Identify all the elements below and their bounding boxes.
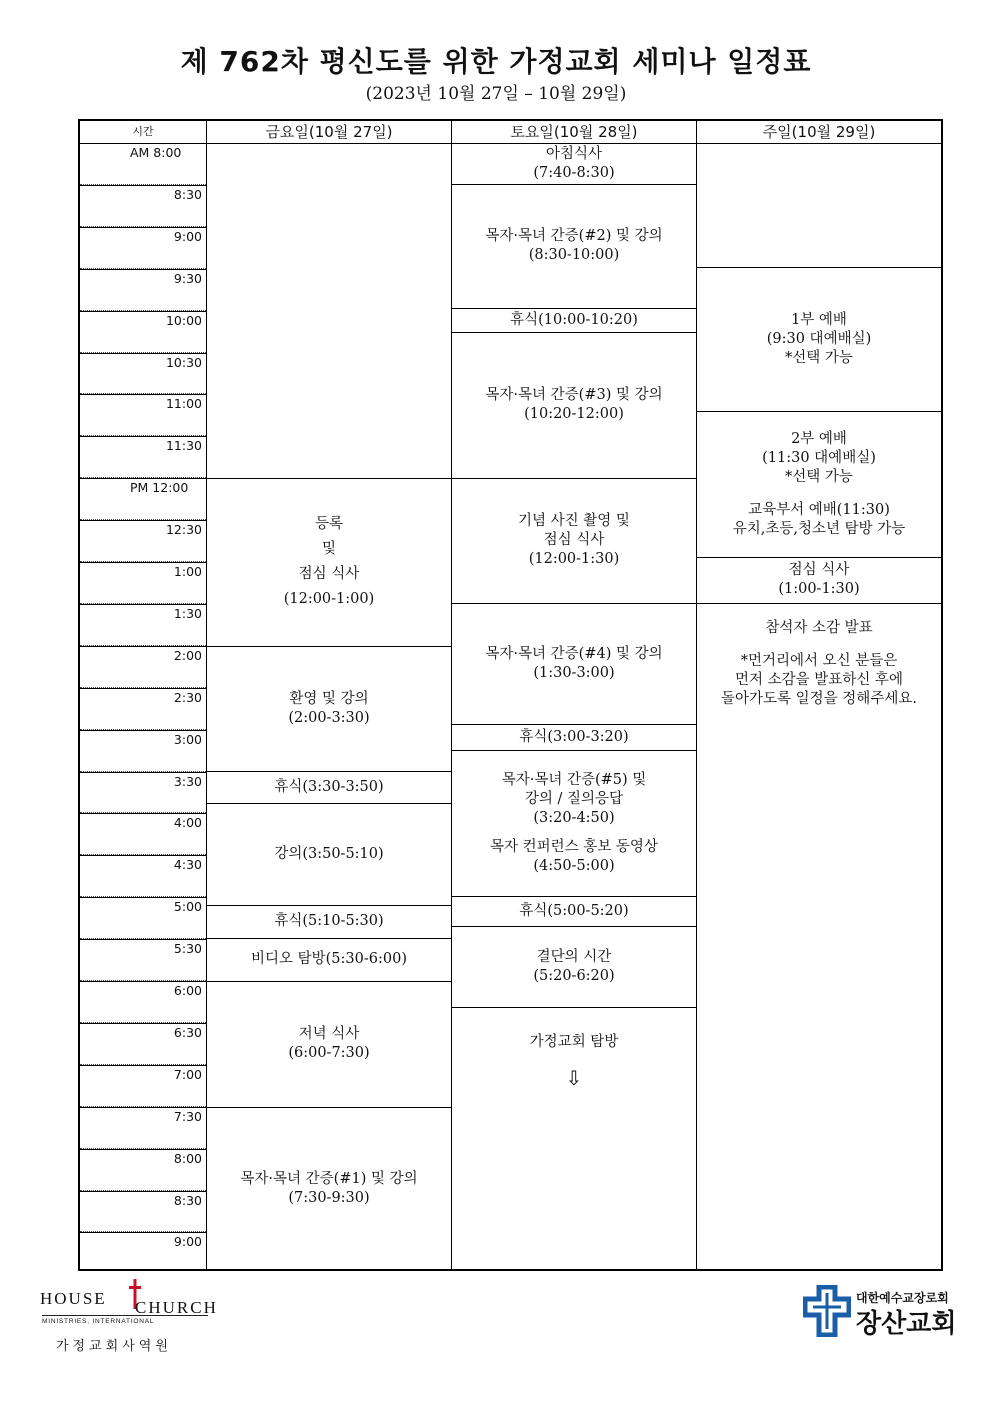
cell-line: 1부 예배 — [791, 311, 847, 328]
cell-line: (1:00-1:30) — [778, 581, 860, 597]
time-row-rule — [80, 604, 206, 605]
cell-line: *먼거리에서 오신 분들은 — [740, 653, 898, 669]
sun-service2 — [697, 411, 941, 557]
cell-line: 목자·목녀 간증(#5) 및 — [501, 771, 647, 788]
time-label: 9:00 — [173, 1234, 202, 1250]
sat-break3 — [452, 896, 696, 926]
fri-video — [207, 938, 451, 981]
time-row-rule — [80, 855, 206, 856]
sat-decision — [452, 926, 696, 1007]
cell-line: 기념 사진 촬영 및 — [518, 513, 630, 529]
time-label: 9:00 — [173, 228, 202, 244]
time-row-rule — [80, 813, 206, 814]
cell-line: 교육부서 예배(11:30) — [748, 501, 890, 518]
time-row-rule — [80, 772, 206, 773]
fri-welcome — [207, 646, 451, 771]
header-saturday: 토요일(10월 28일) — [510, 123, 638, 141]
header-sunday: 주일(10월 29일) — [762, 123, 876, 141]
cell-line: 점심 식사 — [543, 532, 605, 548]
header-friday: 금요일(10월 27일) — [265, 123, 393, 141]
fri-dinner — [207, 981, 451, 1107]
time-label: 7:00 — [173, 1066, 202, 1082]
cell-line: 휴식(3:00-3:20) — [519, 728, 629, 745]
time-row-rule — [80, 520, 206, 521]
time-label: 9:30 — [173, 270, 202, 286]
cell-line: (7:40-8:30) — [533, 164, 615, 181]
time-label: 4:30 — [173, 857, 202, 873]
cell-line: (12:00-1:30) — [528, 551, 620, 567]
logo-church-text: CHURCH — [135, 1298, 218, 1317]
church-emblem-icon — [803, 1285, 851, 1337]
sat-house-visit — [452, 1007, 696, 1271]
time-label: 11:00 — [165, 396, 202, 412]
cell-line: (9:30 대예배실) — [766, 330, 872, 347]
time-row-rule — [80, 269, 206, 270]
time-label: 4:00 — [173, 815, 202, 831]
cell-line: (11:30 대예배실) — [762, 449, 876, 466]
fri-lecture — [207, 803, 451, 905]
time-label: 5:30 — [173, 941, 202, 957]
time-label: 7:30 — [173, 1108, 202, 1124]
schedule-table — [78, 119, 943, 1271]
cell-line: 점심 식사 — [788, 562, 850, 578]
house-church-logo — [40, 1283, 218, 1358]
sun-lunch — [697, 557, 941, 603]
time-label: 2:00 — [173, 647, 202, 663]
cell-line: (10:20-12:00) — [524, 406, 624, 422]
cell-line: (5:20-6:20) — [533, 967, 615, 984]
cell-line: 참석자 소감 발표 — [765, 620, 873, 636]
sun-sharing — [697, 603, 941, 1271]
time-label: 3:00 — [173, 731, 202, 747]
fri-break2 — [207, 905, 451, 938]
cell-line: 강의 / 질의응답 — [524, 790, 624, 807]
cell-line: (12:00-1:00) — [283, 591, 375, 607]
fri-break1 — [207, 771, 451, 803]
cell-line: 저녁 식사 — [298, 1026, 360, 1042]
time-label: 6:00 — [173, 983, 202, 998]
cell-line: *선택 가능 — [785, 349, 853, 366]
time-label: PM 12:00 — [130, 480, 189, 496]
time-label: 8:00 — [173, 1150, 202, 1166]
cell-line: (2:00-3:30) — [288, 709, 370, 726]
time-label: 11:30 — [165, 438, 202, 454]
cell-line: 휴식(3:30-3:50) — [274, 778, 384, 795]
cell-line: (4:50-5:00) — [533, 857, 615, 874]
sat-testimony2 — [452, 184, 696, 308]
time-row-rule — [80, 436, 206, 437]
time-row-rule — [80, 1191, 206, 1192]
time-row-rule — [80, 897, 206, 898]
cell-line: 목자 컨퍼런스 홍보 동영상 — [490, 838, 658, 855]
sat-testimony5 — [452, 750, 696, 896]
time-label: 8:30 — [173, 186, 202, 202]
cell-line: 등록 — [314, 516, 343, 532]
time-row-rule — [80, 1149, 206, 1150]
sat-breakfast — [452, 143, 696, 184]
sat-testimony4 — [452, 603, 696, 724]
cell-line: 돌아가도록 일정을 정해주세요. — [721, 691, 917, 707]
sat-break2 — [452, 724, 696, 750]
cell-line: 목자·목녀 간증(#4) 및 강의 — [485, 645, 663, 662]
time-row-rule — [80, 939, 206, 940]
time-label: 1:00 — [173, 564, 202, 579]
cell-line: 환영 및 강의 — [289, 690, 369, 707]
page-title: 제 762차 평신도를 위한 가정교회 세미나 일정표 — [180, 45, 812, 78]
cell-line: 점심 식사 — [298, 566, 360, 582]
cell-line: 휴식(5:00-5:20) — [519, 902, 629, 919]
cell-line: (6:00-7:30) — [288, 1045, 370, 1061]
cell-line: (1:30-3:00) — [533, 664, 615, 681]
cell-line: 목자·목녀 간증(#1) 및 강의 — [240, 1171, 418, 1187]
time-row-rule — [80, 353, 206, 354]
time-row-rule — [80, 227, 206, 228]
logo-ministries-text: MINISTRIES, INTERNATIONAL — [42, 1318, 155, 1325]
sun-service1 — [697, 267, 941, 411]
church-name-text: 장산교회 — [856, 1309, 957, 1339]
time-row-rule — [80, 311, 206, 312]
time-row-rule — [80, 981, 206, 982]
cell-line: 휴식(10:00-10:20) — [510, 311, 638, 328]
cell-line: 및 — [321, 541, 336, 557]
jangsan-church-logo — [803, 1285, 973, 1345]
time-row-rule — [80, 478, 206, 479]
time-label: 8:30 — [173, 1192, 202, 1208]
time-label: 10:00 — [165, 312, 202, 328]
cell-line: (8:30-10:00) — [528, 247, 620, 263]
cell-line: 2부 예배 — [791, 430, 847, 447]
fri-testimony1 — [207, 1107, 451, 1271]
cell-line: (7:30-9:30) — [288, 1190, 370, 1206]
logo-korean-text: 가정교회사역원 — [56, 1339, 172, 1354]
page-subtitle: (2023년 10월 27일 – 10월 29일) — [365, 84, 627, 104]
cell-line: 결단의 시간 — [536, 948, 612, 965]
time-label: 5:00 — [173, 899, 202, 915]
cell-line: 휴식(5:10-5:30) — [274, 913, 384, 929]
time-row-rule — [80, 394, 206, 395]
time-label: 10:30 — [165, 354, 202, 370]
logo-rule — [42, 1315, 208, 1316]
down-arrow-icon: ⇩ — [565, 1066, 583, 1090]
cell-line: 유치,초등,청소년 탐방 가능 — [732, 520, 906, 537]
time-label: 6:30 — [173, 1024, 202, 1040]
time-row-rule — [80, 1232, 206, 1233]
cell-line: 가정교회 탐방 — [529, 1034, 619, 1050]
cell-line: 강의(3:50-5:10) — [274, 845, 384, 862]
cell-line: 목자·목녀 간증(#2) 및 강의 — [485, 228, 663, 244]
cell-line: 아침식사 — [545, 145, 603, 162]
header-time: 시간 — [132, 125, 154, 138]
sat-break1 — [452, 308, 696, 332]
fri-registration — [207, 478, 451, 646]
time-label: 12:30 — [165, 522, 202, 538]
denomination-text: 대한예수교장로회 — [856, 1291, 949, 1305]
cell-line: 비디오 탐방(5:30-6:00) — [251, 951, 407, 967]
time-row-rule — [80, 562, 206, 563]
time-row-rule — [80, 730, 206, 731]
time-row-rule — [80, 1107, 206, 1108]
time-row-rule — [80, 688, 206, 689]
time-row-rule — [80, 1065, 206, 1066]
sat-testimony3 — [452, 332, 696, 478]
time-label: AM 8:00 — [130, 145, 182, 160]
cell-line: 먼저 소감을 발표하신 후에 — [735, 672, 903, 688]
time-label: 2:30 — [173, 689, 202, 705]
time-row-rule — [80, 646, 206, 647]
cell-line: 목자·목녀 간증(#3) 및 강의 — [485, 387, 663, 403]
sat-photo-lunch — [452, 478, 696, 603]
time-row-rule — [80, 1023, 206, 1024]
time-row-rule — [80, 185, 206, 186]
time-label: 3:30 — [173, 773, 202, 789]
logo-house-text: HOUSE — [40, 1289, 107, 1308]
cell-line: (3:20-4:50) — [533, 809, 615, 826]
cell-line: *선택 가능 — [785, 468, 853, 485]
time-label: 1:30 — [173, 605, 202, 621]
